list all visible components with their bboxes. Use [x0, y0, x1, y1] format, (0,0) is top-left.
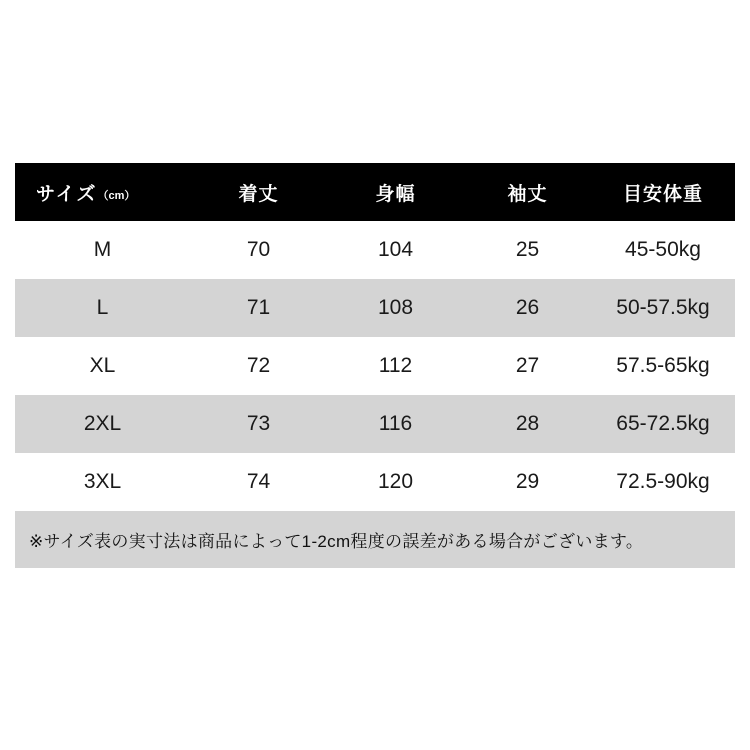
cell-size: 3XL [15, 453, 190, 511]
header-cell-size [15, 163, 190, 221]
cell-length: 70 [190, 221, 327, 279]
cell-length: 71 [190, 279, 327, 337]
header-cell-length: 着丈 [190, 163, 327, 221]
cell-sleeve: 27 [464, 337, 591, 395]
cell-size: 2XL [15, 395, 190, 453]
size-table [15, 163, 735, 568]
cell-sleeve: 25 [464, 221, 591, 279]
table-row [15, 221, 735, 279]
size-table-header [15, 163, 735, 221]
header-cell-weight: 目安体重 [591, 163, 735, 221]
cell-size: XL [15, 337, 190, 395]
cell-sleeve: 28 [464, 395, 591, 453]
cell-width: 112 [327, 337, 464, 395]
cell-length: 74 [190, 453, 327, 511]
header-unit-cm: （cm） [97, 189, 136, 202]
cell-sleeve: 29 [464, 453, 591, 511]
cell-weight: 57.5-65kg [591, 337, 735, 395]
header-row [15, 163, 735, 221]
cell-width: 104 [327, 221, 464, 279]
table-row [15, 279, 735, 337]
cell-size: L [15, 279, 190, 337]
cell-weight: 65-72.5kg [591, 395, 735, 453]
size-note-text: ※サイズ表の実寸法は商品によって1-2cm程度の誤差がある場合がございます。 [15, 511, 735, 568]
table-row [15, 395, 735, 453]
size-table-container [15, 163, 735, 568]
cell-length: 73 [190, 395, 327, 453]
size-table-body [15, 221, 735, 568]
cell-weight: 50-57.5kg [591, 279, 735, 337]
cell-width: 116 [327, 395, 464, 453]
header-label-size: サイズ [36, 183, 98, 205]
header-cell-width: 身幅 [327, 163, 464, 221]
cell-length: 72 [190, 337, 327, 395]
size-note-row [15, 511, 735, 568]
cell-weight: 72.5-90kg [591, 453, 735, 511]
cell-weight: 45-50kg [591, 221, 735, 279]
header-cell-sleeve: 袖丈 [464, 163, 591, 221]
cell-size: M [15, 221, 190, 279]
table-row [15, 453, 735, 511]
table-row [15, 337, 735, 395]
cell-sleeve: 26 [464, 279, 591, 337]
cell-width: 108 [327, 279, 464, 337]
cell-width: 120 [327, 453, 464, 511]
